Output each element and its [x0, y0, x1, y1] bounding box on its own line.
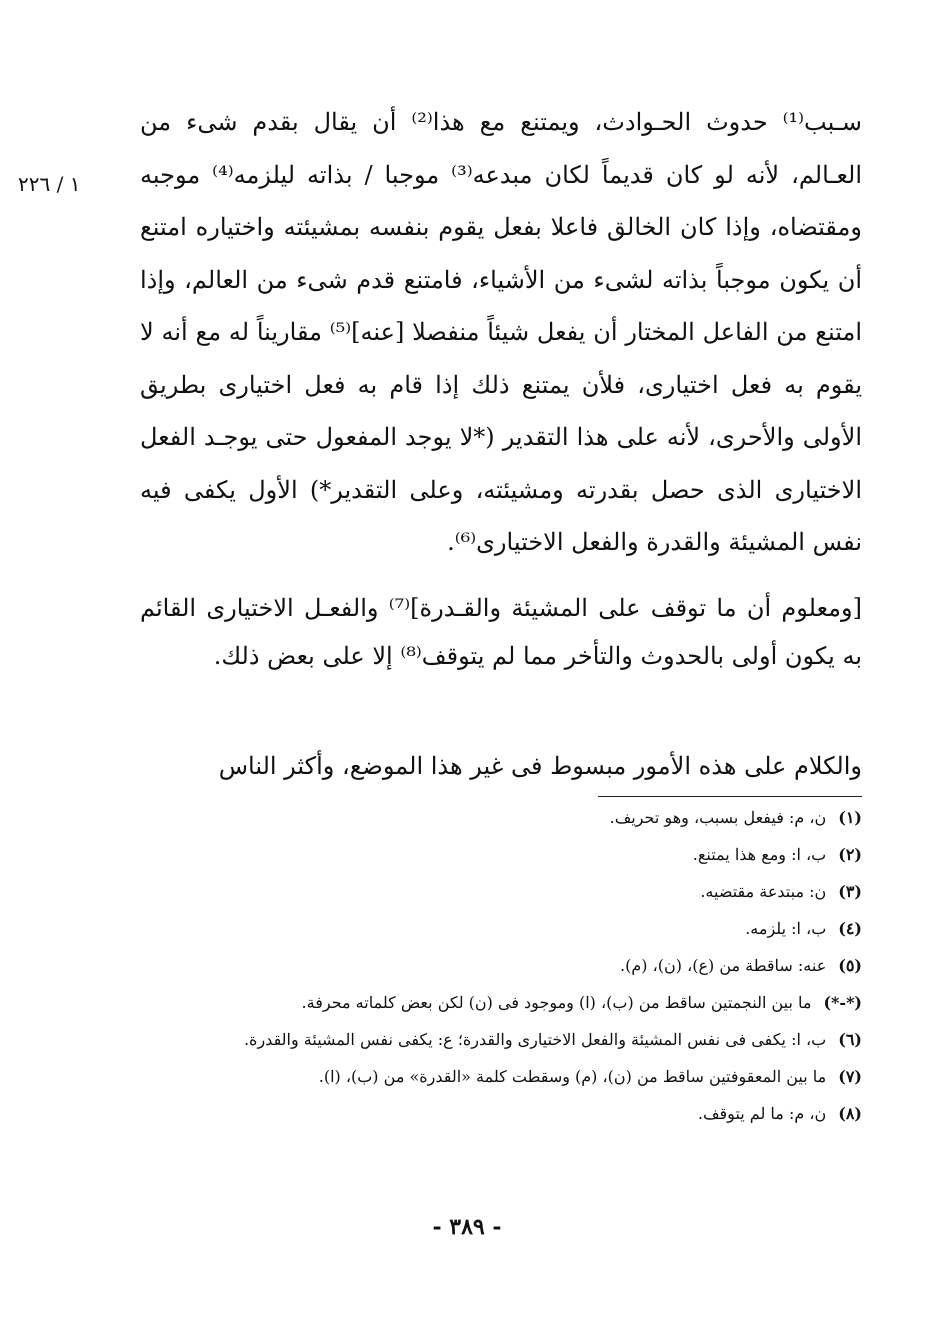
footnote-1 — [150, 804, 862, 832]
footnote-text: ب، ا: ومع هذا يمتنع. — [692, 845, 827, 864]
body-paragraph-1: سـبب⁽¹⁾ حدوث الحـوادث، ويمتنع مع هذا⁽²⁾ أن يقال بقدم شىء من العـالم، لأنه لو كان قديماً لكان مبدعه⁽³⁾ موجبا / بذاته ليلزمه⁽⁴⁾ موجبه ومقتضاه، وإذا كان الخالق فاعلا بفعل يقوم بنفسه بمشيئته واختياره امتنع أن يكون موجباً بذاته لشىء من الأشياء، فامتنع قدم شىء من العالم، وإذا امتنع من الفاعل المختار أن يفعل شيئاً منفصلا [عنه]⁽⁵⁾ مقاريناً له مع أنه لا يقوم به فعل اختيارى، فلأن يمتنع ذلك إذا قام به فعل اختيارى بطريق الأولى والأحرى، لأنه على هذا التقدير (*لا يوجد المفعول حتى يوجـد الفعل الاختيارى الذى حصل بقدرته ومشيئته، وعلى التقدير*) الأول يكفى فيه نفس المشيئة والقدرة والفعل الاختيارى⁽⁶⁾. — [140, 108, 862, 556]
footnote-number: (٦) — [838, 1030, 862, 1049]
page-number: - ٣٨٩ - — [432, 1214, 502, 1240]
margin-reference: ١ / ٢٢٦ — [18, 172, 81, 196]
footnote-text: عنه: ساقطة من (ع)، (ن)، (م). — [620, 956, 827, 975]
footnote-asterisk — [150, 989, 862, 1017]
footnote-number: (٢) — [838, 845, 862, 864]
footnote-number: (٣) — [838, 882, 862, 901]
footnote-5 — [150, 952, 862, 980]
footnote-text: ما بين المعقوفتين ساقط من (ن)، (م) وسقطت كلمة «القدرة» من (ب)، (ا). — [318, 1067, 827, 1086]
footnote-text: ن: مبتدعة مقتضيه. — [700, 882, 827, 901]
footnote-number: (٤) — [838, 919, 862, 938]
footnote-number: (٥) — [838, 956, 862, 975]
footnote-3 — [150, 878, 862, 906]
footnote-text: ن، م: فيفعل بسبب، وهو تحريف. — [609, 808, 827, 827]
footnote-4 — [150, 915, 862, 943]
footnote-7 — [150, 1063, 862, 1091]
footnote-separator — [598, 796, 862, 797]
footnote-number: (٧) — [838, 1067, 862, 1086]
footnote-number: (١) — [838, 808, 862, 827]
footnote-text: ن، م: ما لم يتوقف. — [697, 1104, 827, 1123]
footnote-number: (٨) — [838, 1104, 862, 1123]
footnote-6 — [150, 1026, 862, 1054]
footnote-2 — [150, 841, 862, 869]
body-paragraph-2: [ومعلوم أن ما توقف على المشيئة والقـدرة]⁽⁷⁾ والفعـل الاختيارى القائم به يكون أولى بالحدوث والتأخر مما لم يتوقف⁽⁸⁾ إلا على بعض ذلك. — [140, 594, 862, 670]
body-paragraph-3: والكلام على هذه الأمور مبسوط فى غير هذا الموضع، وأكثر الناس — [218, 752, 862, 780]
footnote-number: (*-*) — [823, 993, 862, 1012]
footnote-text: ب، ا: يلزمه. — [745, 919, 827, 938]
footnote-8 — [150, 1100, 862, 1128]
footnote-text: ما بين النجمتين ساقط من (ب)، (ا) وموجود فى (ن) لكن بعض كلماته محرفة. — [301, 993, 812, 1012]
footnote-text: ب، ا: يكفى فى نفس المشيئة والفعل الاختيارى والقدرة؛ ع: يكفى نفس المشيئة والقدرة. — [243, 1030, 827, 1049]
footnotes — [150, 804, 862, 1137]
